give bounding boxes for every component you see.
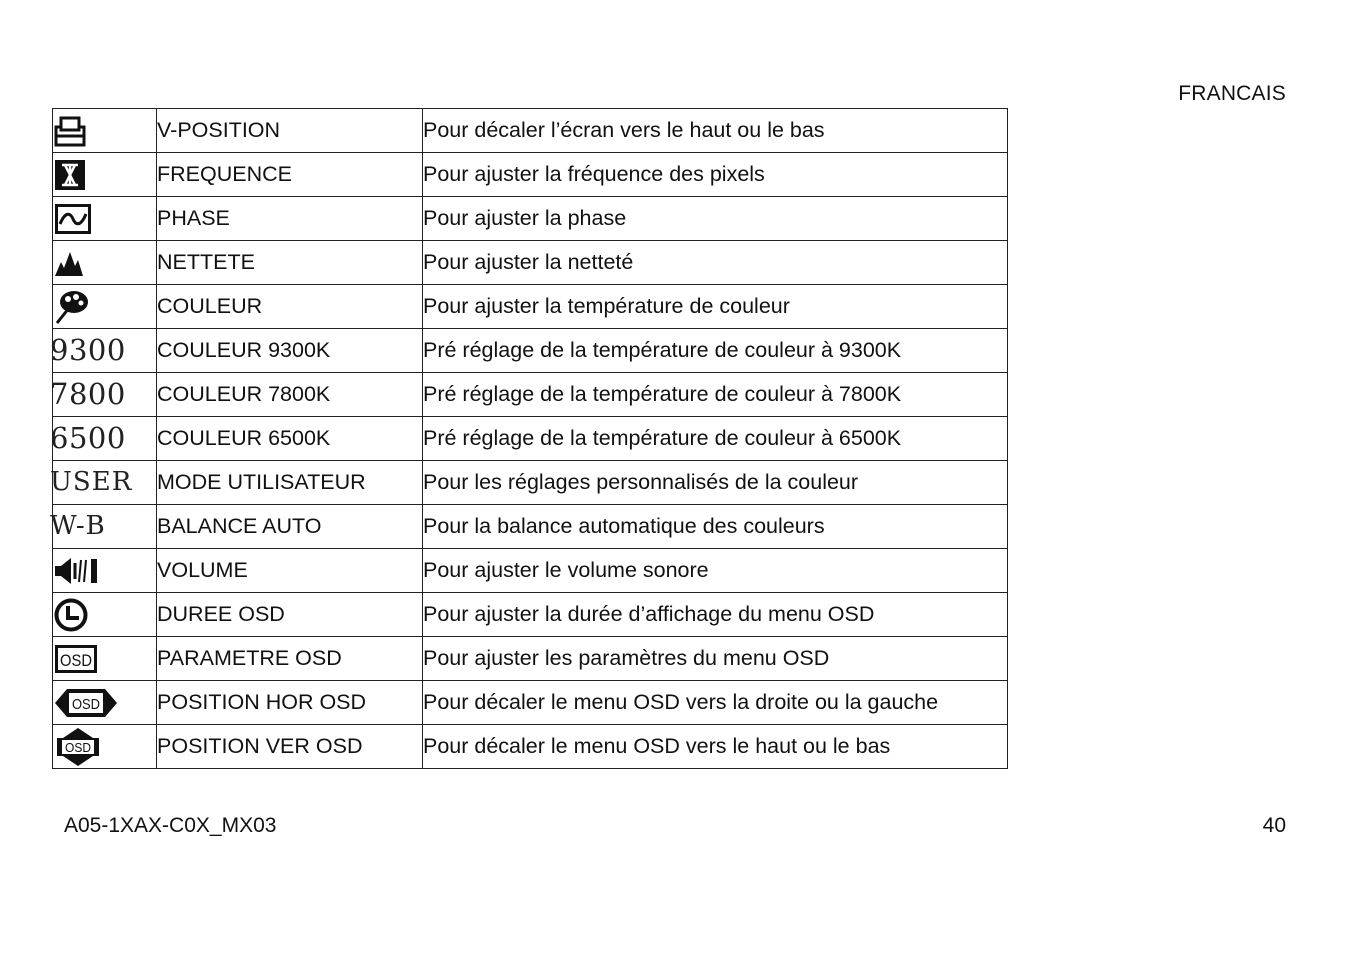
- table-row: [53, 285, 1008, 329]
- table-row: [53, 637, 1008, 681]
- function-name: MODE UTILISATEUR: [157, 461, 423, 505]
- user-icon: USER: [50, 467, 133, 497]
- function-name: COULEUR: [157, 285, 423, 329]
- function-description: Pour la balance automatique des couleurs: [423, 505, 1008, 549]
- function-description: Pour ajuster les paramètres du menu OSD: [423, 637, 1008, 681]
- function-description: Pour ajuster la température de couleur: [423, 285, 1008, 329]
- function-name: V-POSITION: [157, 109, 423, 153]
- color-palette-icon: [53, 288, 91, 326]
- clock-icon: [53, 597, 89, 633]
- function-name: POSITION VER OSD: [157, 725, 423, 769]
- phase-icon: [53, 202, 93, 236]
- table-row: [53, 681, 1008, 725]
- table-row: [53, 329, 1008, 373]
- osd-icon: [53, 643, 99, 675]
- osd-function-table: [52, 108, 1008, 769]
- function-name: PARAMETRE OSD: [157, 637, 423, 681]
- function-description: Pré réglage de la température de couleur à 7800K: [423, 373, 1008, 417]
- table-row: [53, 153, 1008, 197]
- table-row: [53, 197, 1008, 241]
- function-description: Pour décaler le menu OSD vers la droite ou la gauche: [423, 681, 1008, 725]
- color-7800-icon: 7800: [50, 376, 126, 411]
- function-name: COULEUR 7800K: [157, 373, 423, 417]
- function-name: VOLUME: [157, 549, 423, 593]
- function-description: Pour ajuster la phase: [423, 197, 1008, 241]
- osd-vertical-icon-label: OSD: [65, 739, 91, 755]
- document-code: A05-1XAX-C0X_MX03: [64, 814, 277, 837]
- sharpness-icon: [53, 248, 85, 278]
- language-label: FRANCAIS: [1178, 82, 1286, 105]
- function-name: BALANCE AUTO: [157, 505, 423, 549]
- osd-vertical-icon: [53, 727, 103, 767]
- table-row: [53, 461, 1008, 505]
- function-description: Pour décaler le menu OSD vers le haut ou le bas: [423, 725, 1008, 769]
- table-row: [53, 725, 1008, 769]
- frequency-icon: [53, 158, 87, 192]
- function-name: POSITION HOR OSD: [157, 681, 423, 725]
- page-number: 40: [1262, 814, 1286, 837]
- function-description: Pour décaler l’écran vers le haut ou le bas: [423, 109, 1008, 153]
- osd-horizontal-icon-label: OSD: [72, 695, 101, 713]
- table-row: [53, 549, 1008, 593]
- function-description: Pour ajuster la fréquence des pixels: [423, 153, 1008, 197]
- function-description: Pour ajuster la durée d’affichage du menu OSD: [423, 593, 1008, 637]
- volume-icon: [53, 554, 101, 588]
- white-balance-icon: W-B: [50, 511, 106, 541]
- color-9300-icon: 9300: [50, 332, 126, 367]
- function-name: FREQUENCE: [157, 153, 423, 197]
- function-description: Pré réglage de la température de couleur à 6500K: [423, 417, 1008, 461]
- table-row: [53, 417, 1008, 461]
- color-6500-icon: 6500: [50, 420, 126, 455]
- table-row: [53, 373, 1008, 417]
- function-name: COULEUR 6500K: [157, 417, 423, 461]
- table-row: [53, 505, 1008, 549]
- function-name: NETTETE: [157, 241, 423, 285]
- osd-icon-label: OSD: [60, 650, 92, 670]
- function-description: Pour ajuster le volume sonore: [423, 549, 1008, 593]
- function-description: Pour ajuster la netteté: [423, 241, 1008, 285]
- table-row: [53, 593, 1008, 637]
- table-row: [53, 241, 1008, 285]
- function-name: PHASE: [157, 197, 423, 241]
- table-row: [53, 109, 1008, 153]
- function-description: Pré réglage de la température de couleur à 9300K: [423, 329, 1008, 373]
- function-description: Pour les réglages personnalisés de la couleur: [423, 461, 1008, 505]
- function-name: COULEUR 9300K: [157, 329, 423, 373]
- osd-horizontal-icon: [53, 686, 119, 720]
- v-position-icon: [53, 114, 87, 148]
- function-name: DUREE OSD: [157, 593, 423, 637]
